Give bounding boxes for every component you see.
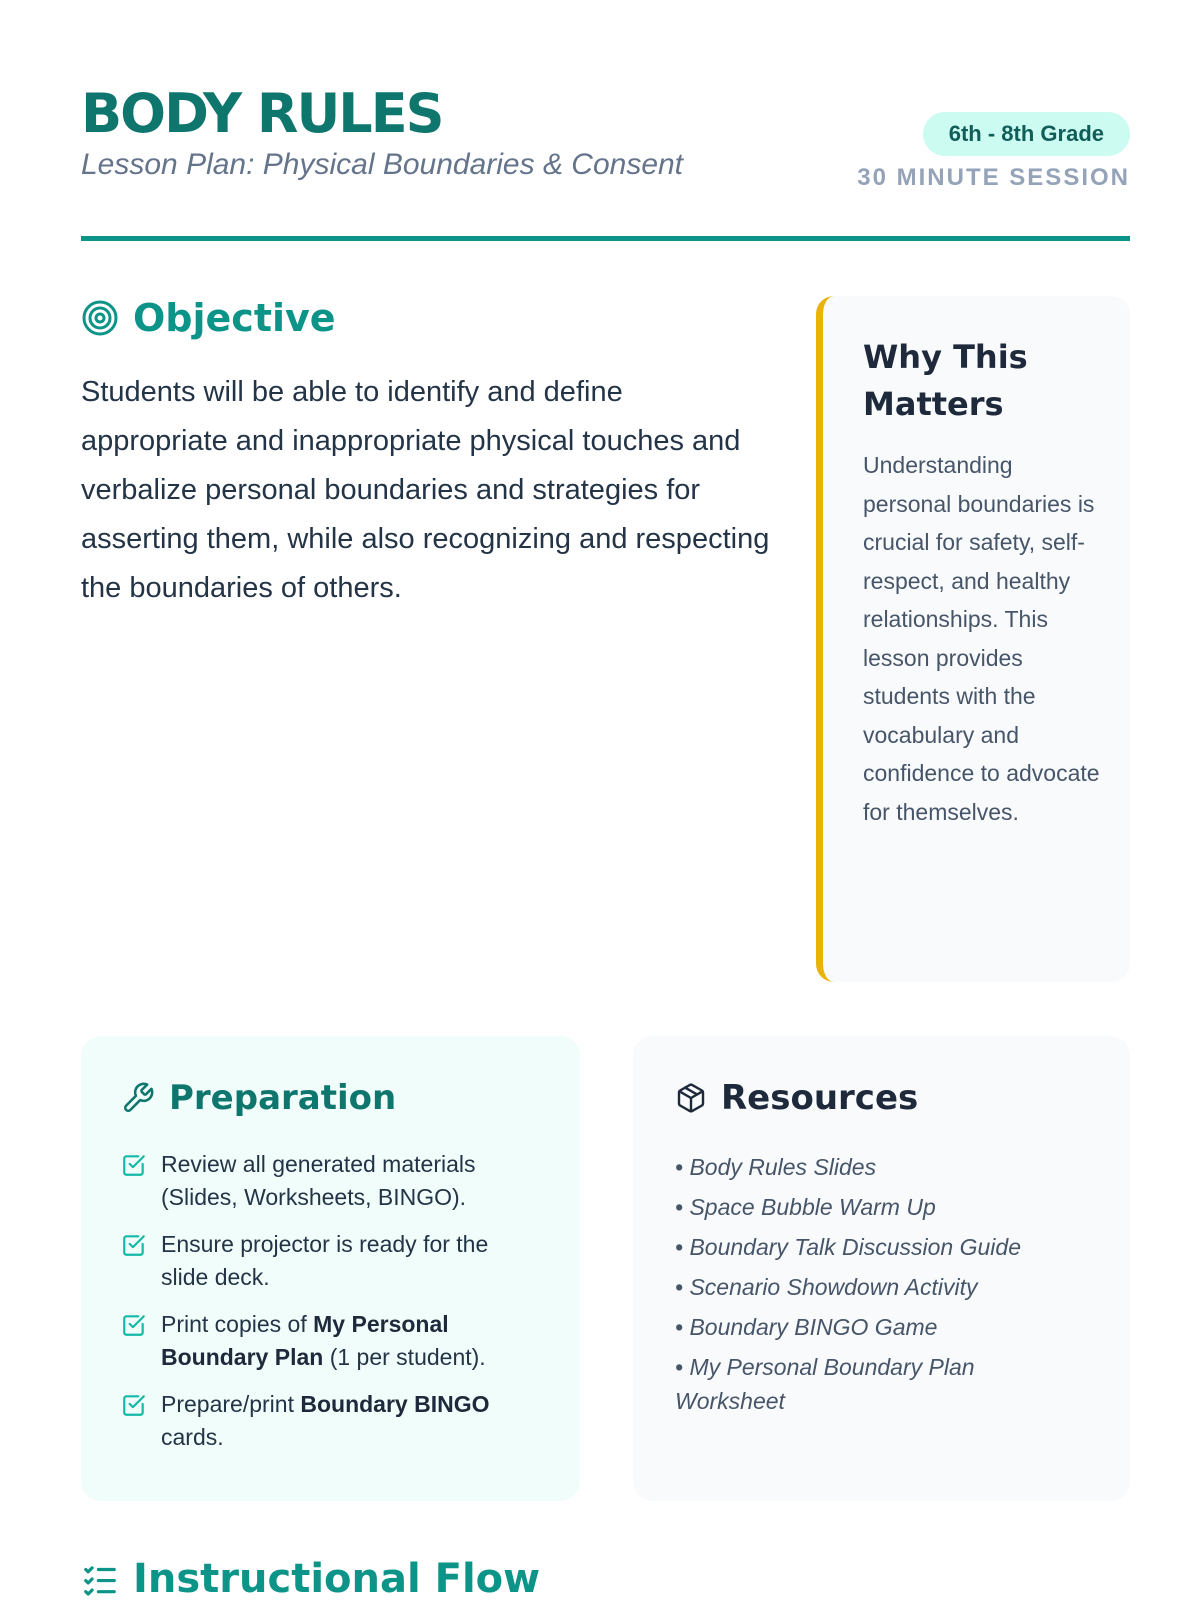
instructional-flow-section (81, 1556, 540, 1600)
preparation-item-text: Review all generated materials (Slides, Worksheets, BINGO). (161, 1151, 476, 1210)
resource-item: • Body Rules Slides (675, 1154, 877, 1180)
resource-item: • Boundary BINGO Game (675, 1314, 938, 1340)
preparation-item-text: Prepare/print Boundary BINGO cards. (161, 1391, 490, 1450)
resources-card (633, 1036, 1130, 1501)
preparation-card (81, 1036, 580, 1501)
resource-item: • Scenario Showdown Activity (675, 1274, 978, 1300)
target-icon (81, 299, 119, 337)
page-title: BODY RULES (81, 82, 443, 145)
checkbox-checked-icon (121, 1392, 147, 1418)
preparation-item (121, 1148, 540, 1214)
objective-section (81, 296, 771, 613)
grade-badge: 6th - 8th Grade (923, 112, 1130, 156)
wrench-icon (121, 1081, 155, 1115)
resource-item: • Boundary Talk Discussion Guide (675, 1234, 1021, 1260)
resource-item: • Space Bubble Warm Up (675, 1194, 936, 1220)
why-heading: Why This Matters (863, 338, 1028, 423)
preparation-item (121, 1308, 540, 1374)
why-this-matters-card (816, 296, 1130, 982)
checkbox-checked-icon (121, 1152, 147, 1178)
page-subtitle: Lesson Plan: Physical Boundaries & Consent (81, 148, 684, 181)
preparation-item-text: Print copies of My Personal Boundary Plan (1 per student). (161, 1311, 486, 1370)
preparation-heading: Preparation (169, 1078, 397, 1118)
instructional-flow-heading: Instructional Flow (133, 1556, 541, 1600)
checkbox-checked-icon (121, 1232, 147, 1258)
resources-heading: Resources (721, 1078, 919, 1118)
header (81, 84, 1130, 244)
cube-icon (675, 1082, 707, 1114)
why-text: Understanding personal boundaries is crucial for safety, self-respect, and healthy relationships. This lesson provides students with the vocabulary and confidence to advocate for themselves. (863, 452, 1100, 825)
header-divider (81, 236, 1130, 241)
objective-heading: Objective (133, 296, 336, 340)
preparation-item (121, 1228, 540, 1294)
preparation-list (121, 1148, 540, 1454)
objective-text: Students will be able to identify and define appropriate and inappropriate physical touches and verbalize personal boundaries and strategies for asserting them, while also recognizing and respecting the boundaries of others. (81, 376, 770, 604)
resource-item: • My Personal Boundary Plan Worksheet (675, 1354, 975, 1414)
preparation-item-text: Ensure projector is ready for the slide deck. (161, 1231, 489, 1290)
preparation-item (121, 1388, 540, 1454)
checkbox-checked-icon (121, 1312, 147, 1338)
list-check-icon (81, 1560, 119, 1598)
resources-list (675, 1150, 1090, 1418)
session-length: 30 MINUTE SESSION (857, 164, 1130, 191)
